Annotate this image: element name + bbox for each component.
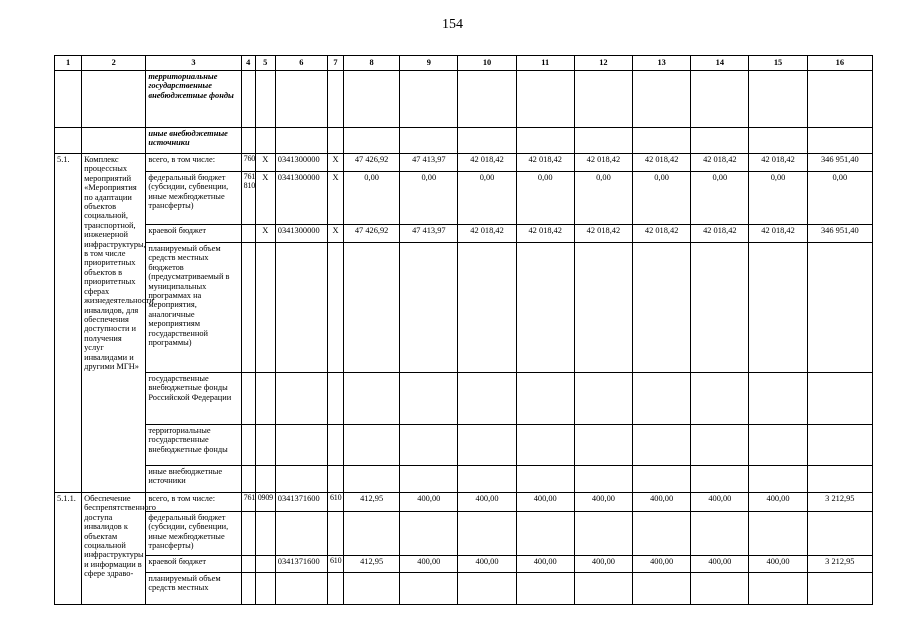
cell: 42 018,42 xyxy=(633,225,691,243)
funding-source: иные внебюджетные источники xyxy=(146,128,241,154)
col-header: 2 xyxy=(82,56,146,71)
item-name: Комплекс процессных мероприятий «Мероприятия по адаптации объектов социальной, транспортной, инженерной инфраструктуры, в том числе приоритетных объектов в приоритетных сферах жизнедеятельности инвалидов, для обеспечения доступности и получения услуг инвалидами и другими МГН» xyxy=(82,154,146,493)
cell: 400,00 xyxy=(691,493,749,512)
cell: Х xyxy=(255,154,275,172)
col-header: 13 xyxy=(633,56,691,71)
funding-source: федеральный бюджет (субсидии, субвенции, иные межбюджетные трансферты) xyxy=(146,512,241,556)
cell: 42 018,42 xyxy=(574,225,632,243)
cell: 3 212,95 xyxy=(807,556,872,573)
cell: Х xyxy=(255,172,275,225)
item-name: Обеспечение беспрепятственного доступа инвалидов к объектам социальной инфраструктуры и информации в сфере здраво- xyxy=(82,493,146,605)
cell xyxy=(241,225,255,243)
funding-source: планируемый объем средств местных xyxy=(146,573,241,605)
budget-table xyxy=(54,55,873,605)
funding-source: всего, в том числе: xyxy=(146,493,241,512)
cell: 400,00 xyxy=(400,556,458,573)
cell: 0341300000 xyxy=(275,154,327,172)
cell: 47 426,92 xyxy=(344,154,400,172)
col-header: 10 xyxy=(458,56,516,71)
cell: 0909 xyxy=(255,493,275,512)
cell: 0,00 xyxy=(749,172,807,225)
cell: 0341371600 xyxy=(275,493,327,512)
table-row xyxy=(55,573,873,605)
cell: 346 951,40 xyxy=(807,154,872,172)
table-row xyxy=(55,556,873,573)
funding-source: краевой бюджет xyxy=(146,556,241,573)
cell: 0341300000 xyxy=(275,172,327,225)
cell: 400,00 xyxy=(516,556,574,573)
table-row xyxy=(55,154,873,172)
cell: 346 951,40 xyxy=(807,225,872,243)
cell: 610 xyxy=(327,556,343,573)
cell: 0,00 xyxy=(516,172,574,225)
cell: 47 413,97 xyxy=(400,225,458,243)
cell: Х xyxy=(255,225,275,243)
cell: 0341300000 xyxy=(275,225,327,243)
table-row xyxy=(55,128,873,154)
column-number-row xyxy=(55,56,873,71)
cell: 400,00 xyxy=(749,556,807,573)
cell: 400,00 xyxy=(633,493,691,512)
cell: 610 xyxy=(327,493,343,512)
table-row xyxy=(55,373,873,425)
funding-source: государственные внебюджетные фонды Российской Федерации xyxy=(146,373,241,425)
cell: 400,00 xyxy=(400,493,458,512)
cell: 400,00 xyxy=(458,493,516,512)
cell: 400,00 xyxy=(574,493,632,512)
col-header: 4 xyxy=(241,56,255,71)
cell: 3 212,95 xyxy=(807,493,872,512)
col-header: 3 xyxy=(146,56,241,71)
cell: 42 018,42 xyxy=(516,154,574,172)
cell: 42 018,42 xyxy=(749,225,807,243)
item-number: 5.1. xyxy=(55,154,82,493)
col-header: 11 xyxy=(516,56,574,71)
funding-source: иные внебюджетные источники xyxy=(146,466,241,493)
cell: 400,00 xyxy=(691,556,749,573)
cell: 400,00 xyxy=(749,493,807,512)
table-row xyxy=(55,71,873,128)
col-header: 5 xyxy=(255,56,275,71)
cell: 42 018,42 xyxy=(458,154,516,172)
cell: Х xyxy=(327,172,343,225)
col-header: 6 xyxy=(275,56,327,71)
col-header: 15 xyxy=(749,56,807,71)
cell: 0,00 xyxy=(691,172,749,225)
cell: 42 018,42 xyxy=(691,154,749,172)
cell: 0,00 xyxy=(458,172,516,225)
cell: 42 018,42 xyxy=(574,154,632,172)
col-header: 12 xyxy=(574,56,632,71)
funding-source: планируемый объем средств местных бюджетов (предусматриваемый в муниципальных программах на мероприятия, аналогичные мероприятиям государственной программы) xyxy=(146,243,241,373)
col-header: 7 xyxy=(327,56,343,71)
cell: Х xyxy=(327,225,343,243)
cell: 761 810 xyxy=(241,172,255,225)
item-number: 5.1.1. xyxy=(55,493,82,605)
table-row xyxy=(55,466,873,493)
table-row xyxy=(55,243,873,373)
cell: 400,00 xyxy=(516,493,574,512)
col-header: 8 xyxy=(344,56,400,71)
table-row xyxy=(55,225,873,243)
cell: 47 413,97 xyxy=(400,154,458,172)
table-row xyxy=(55,493,873,512)
funding-source: федеральный бюджет (субсидии, субвенции, иные межбюджетные трансферты) xyxy=(146,172,241,225)
funding-source: территориальные государственные внебюджетные фонды xyxy=(146,71,241,128)
cell: 47 426,92 xyxy=(344,225,400,243)
table-row xyxy=(55,172,873,225)
cell: 761 xyxy=(241,493,255,512)
cell: 0341371600 xyxy=(275,556,327,573)
cell: 42 018,42 xyxy=(633,154,691,172)
cell: 0,00 xyxy=(574,172,632,225)
page-number: 154 xyxy=(442,17,463,32)
cell: 412,95 xyxy=(344,556,400,573)
table-row xyxy=(55,512,873,556)
col-header: 14 xyxy=(691,56,749,71)
table-row xyxy=(55,425,873,466)
cell: 42 018,42 xyxy=(458,225,516,243)
cell: 400,00 xyxy=(574,556,632,573)
cell: 400,00 xyxy=(633,556,691,573)
funding-source: всего, в том числе: xyxy=(146,154,241,172)
cell: 400,00 xyxy=(458,556,516,573)
cell: 42 018,42 xyxy=(691,225,749,243)
cell: 0,00 xyxy=(807,172,872,225)
cell: 0,00 xyxy=(400,172,458,225)
funding-source: краевой бюджет xyxy=(146,225,241,243)
cell: Х xyxy=(327,154,343,172)
col-header: 9 xyxy=(400,56,458,71)
cell: 0,00 xyxy=(344,172,400,225)
col-header: 1 xyxy=(55,56,82,71)
cell: 0,00 xyxy=(633,172,691,225)
cell: 760 xyxy=(241,154,255,172)
funding-source: территориальные государственные внебюджетные фонды xyxy=(146,425,241,466)
col-header: 16 xyxy=(807,56,872,71)
cell: 42 018,42 xyxy=(749,154,807,172)
cell: 412,95 xyxy=(344,493,400,512)
cell: 42 018,42 xyxy=(516,225,574,243)
